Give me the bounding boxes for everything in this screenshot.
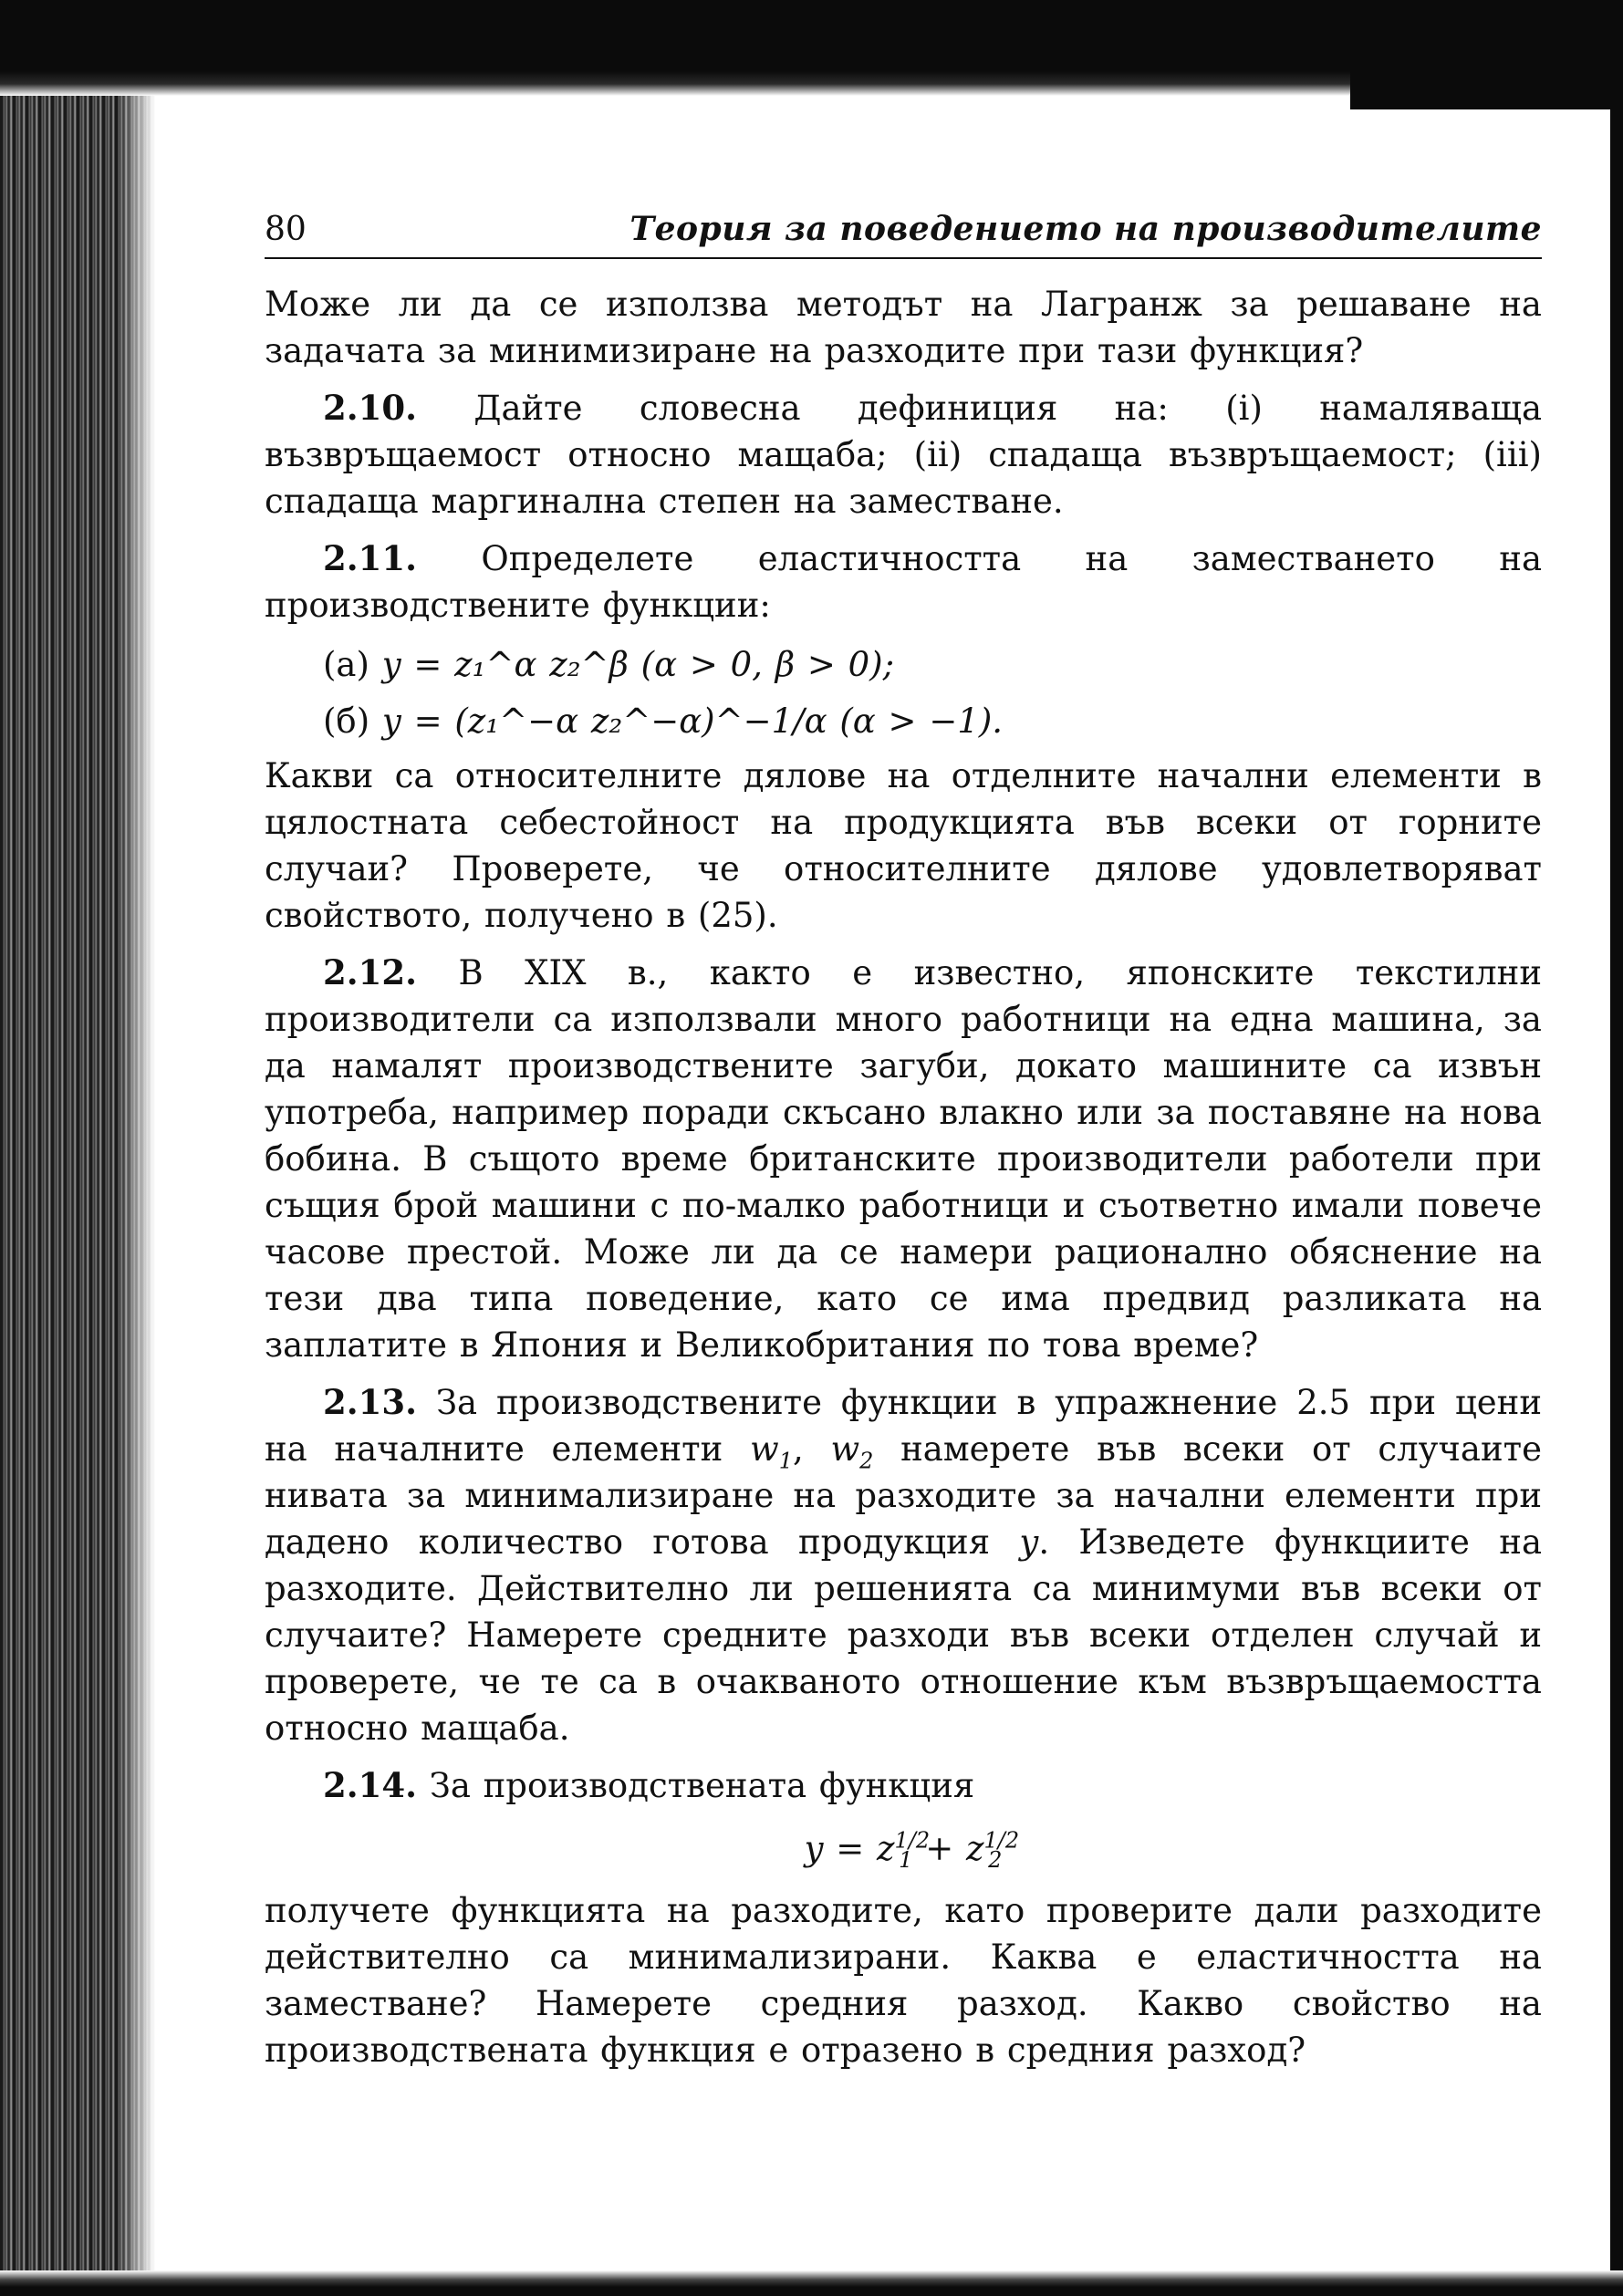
var-w1: $w_1$: [750, 1429, 793, 1474]
exercise-text: Дайте словесна дефиниция на: (i) намаляваща възвръщаемост относно мащаба; (ii) спадаща възвръщаемост; (iii) спадаща маргинална степен на заместване.: [265, 389, 1543, 521]
exercise-text: намерете във всеки от случаите нивата за минимализиране на разходите за начални елементи при дадено количество готова продукция: [265, 1429, 1542, 1562]
exercise-number: 2.13.: [323, 1382, 417, 1422]
exercise-2-13: 2.13. За производствените функции в упражнение 2.5 при цени на началните елементи $w_1$, $w_2$ намерете във всеки от случаите нивата за минимализиране на разходите за начални елементи при дадено количество готова продукция y. Изведете функциите на разходите. Действително ли решенията са минимуми във всеки от случаите? Намерете средните разходи във всеки отделен случай и проверете, че те са в очакваното отношение към възвръщаемостта относно мащаба.: [265, 1382, 1542, 1748]
page-number: 80: [265, 211, 307, 248]
scan-edge-fade: [119, 0, 155, 2296]
display-formula: $y = z^{1/2}_1 + z^{1/2}_2$: [804, 1827, 1020, 1874]
exercise-number: 2.12.: [323, 952, 417, 992]
book-page: [265, 210, 1542, 2084]
exercise-text: За производствената функция: [429, 1766, 975, 1805]
exercise-2-14: [265, 1762, 1542, 1809]
formula-b: [323, 696, 1542, 747]
intro-paragraph: Може ли да се използва методът на Лагранж за решаване на задачата за минимизиране на разходите при тази функция?: [265, 285, 1542, 370]
scan-edge-right: [1610, 0, 1623, 2296]
exercise-2-11-followup: Какви са относителните дялове на отделните начални елементи в цялостната себестойност на продукцията във всеки от горните случаи? Проверете, че относителните дялове удовлетворяват свойството, получено в (25).: [265, 756, 1542, 935]
running-head: [265, 210, 1542, 259]
exercise-2-12: [265, 950, 1542, 1368]
formula-label: (а): [323, 645, 369, 684]
formula-expression: y = z₁^α z₂^β (α > 0, β > 0);: [381, 645, 895, 684]
var-y: y: [1019, 1522, 1039, 1562]
exercise-number: 2.11.: [323, 538, 417, 578]
exercise-text: . Изведете функциите на разходите. Действително ли решенията са минимуми във всеки от случаите? Намерете средните разходи във всеки отделен случай и проверете, че те са в очакваното отношение към възвръщаемостта относно мащаба.: [265, 1522, 1542, 1748]
body-text: [265, 281, 1542, 2073]
exercise-2-10: [265, 385, 1542, 525]
exercise-2-11: [265, 535, 1542, 629]
formula-label: (б): [323, 701, 370, 741]
scan-edge-bottom: [0, 2270, 1623, 2296]
running-title: Теория за поведението на производителите: [629, 210, 1542, 248]
exercise-text: Определете еластичността на заместването на производствените функции:: [265, 539, 1543, 625]
exercise-number: 2.14.: [323, 1765, 417, 1805]
exercise-text: За производствените функции в упражнение 2.5 при цени на началните елементи: [265, 1383, 1542, 1469]
exercise-2-14-followup: получете функцията на разходите, като проверите дали разходите действително са минимализирани. Каква е еластичността на заместване? Намерете средния разход. Какво свойство на производствената функция е отразено в средния разход?: [265, 1891, 1542, 2070]
exercise-number: 2.10.: [323, 388, 417, 428]
var-w2: $w_2$: [830, 1429, 874, 1474]
exercise-text: В XIX в., както е известно, японските текстилни производители са използвали много работници на една машина, за да намалят производствените загуби, докато машините са извън употреба, например поради скъсано влакно или за поставяне на нова бобина. В същото време британските производители работели при същия брой машини с по-малко работници и съответно имали повече часове престой. Може ли да се намери рационално обяснение на тези два типа поведение, като се има предвид разликата на заплатите в Япония и Великобритания по това време?: [265, 953, 1543, 1365]
formula-expression: y = (z₁^−α z₂^−α)^−1/α (α > −1).: [381, 701, 1004, 741]
scan-edge-top-notch: [1350, 55, 1623, 109]
formula-a: [323, 639, 1542, 691]
